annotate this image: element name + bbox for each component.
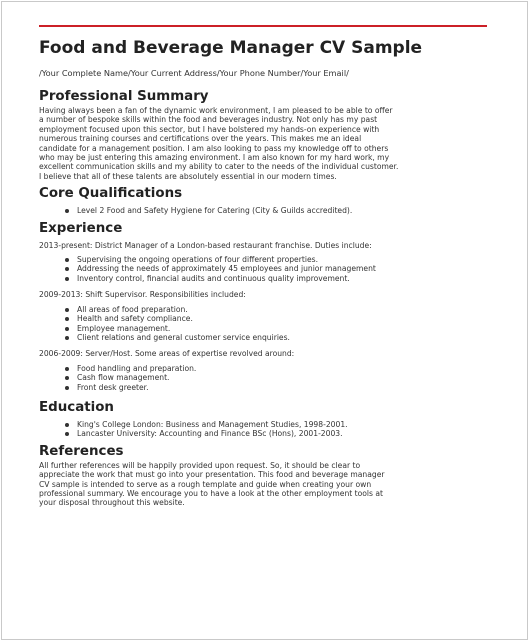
list-item — [39, 274, 507, 283]
summary-heading: Professional Summary — [39, 89, 209, 104]
job-intro: 2006-2009: Server/Host. Some areas of expertise revolved around: — [39, 349, 295, 359]
references-line: CV sample is intended to serve as a rough template and guide when creating your own — [39, 479, 372, 489]
list-item — [39, 314, 507, 323]
bullet-icon — [65, 367, 69, 371]
experience-heading: Experience — [39, 220, 123, 236]
cv-title: Food and Beverage Manager CV Sample — [39, 38, 423, 58]
list-item-text: Client relations and general customer service enquiries. — [77, 332, 290, 342]
list-item — [39, 420, 507, 429]
references-line: professional summary. We encourage you to have a look at the other employment tools at — [39, 488, 384, 498]
summary-section — [39, 88, 507, 181]
list-item-text: Employee management. — [77, 323, 171, 333]
bullet-icon — [65, 386, 69, 390]
header-rule — [39, 25, 487, 27]
list-item-text: Supervising the ongoing operations of four different properties. — [77, 255, 318, 265]
job-block — [39, 349, 507, 392]
cv-content — [39, 88, 507, 512]
bullet-icon — [65, 258, 69, 262]
list-item-text: Front desk greeter. — [77, 382, 149, 392]
bullet-icon — [65, 336, 69, 340]
experience-section — [39, 220, 507, 392]
job-duties-list — [39, 364, 507, 392]
bullet-icon — [65, 308, 69, 312]
list-item — [39, 364, 507, 373]
list-item-text: Inventory control, financial audits and continuous quality improvement. — [77, 273, 350, 283]
list-item-text: Health and safety compliance. — [77, 314, 193, 324]
list-item — [39, 333, 507, 342]
summary-line: a number of bespoke skills within the food and beverages industry. Not only has my past — [39, 115, 378, 125]
cv-page — [1, 1, 528, 640]
job-block — [39, 241, 507, 284]
summary-line: employment focused upon this sector, but I have bolstered my hands-on experience with — [39, 124, 380, 134]
list-item — [39, 383, 507, 392]
list-item — [39, 305, 507, 314]
references-section — [39, 443, 507, 508]
list-item-text: Level 2 Food and Safety Hygiene for Catering (City & Guilds accredited). — [77, 206, 353, 216]
job-intro: 2013-present: District Manager of a London-based restaurant franchise. Duties include: — [39, 240, 372, 250]
list-item — [39, 324, 507, 333]
education-heading: Education — [39, 399, 114, 415]
summary-text — [39, 106, 507, 181]
bullet-icon — [65, 209, 69, 213]
bullet-icon — [65, 277, 69, 281]
bullet-icon — [65, 317, 69, 321]
qualifications-heading: Core Qualifications — [39, 186, 183, 202]
list-item — [39, 264, 507, 273]
bullet-icon — [65, 327, 69, 331]
education-list — [39, 420, 507, 439]
contact-line: /Your Complete Name/Your Current Address/Your Phone Number/Your Email/ — [39, 68, 349, 78]
summary-line: excellent communication skills and my ability to cater to the needs of the individual customer. — [39, 162, 399, 172]
bullet-icon — [65, 267, 69, 271]
list-item — [39, 373, 507, 382]
references-text — [39, 461, 507, 508]
bullet-icon — [65, 432, 69, 436]
bullet-icon — [65, 376, 69, 380]
list-item-text: King's College London: Business and Management Studies, 1998-2001. — [77, 419, 348, 429]
job-block — [39, 290, 507, 342]
experience-jobs — [39, 241, 507, 392]
summary-line: Having always been a fan of the dynamic work environment, I am pleased to be able to offer — [39, 106, 393, 115]
list-item-text: Addressing the needs of approximately 45 employees and junior management — [77, 264, 376, 274]
education-section — [39, 399, 507, 439]
bullet-icon — [65, 423, 69, 427]
summary-line: numerous training courses and certifications over the years. This makes me an ideal — [39, 134, 362, 144]
job-duties-list — [39, 255, 507, 283]
summary-line: candidate for a management position. I am also looking to pass my knowledge off to others — [39, 143, 389, 153]
list-item-text: All areas of food preparation. — [77, 304, 188, 314]
qualifications-list — [39, 206, 507, 215]
references-line: your disposal throughout this website. — [39, 498, 185, 508]
job-duties-list — [39, 305, 507, 343]
list-item-text: Food handling and preparation. — [77, 363, 197, 373]
references-line: All further references will be happily provided upon request. So, it should be clear to — [39, 460, 361, 470]
references-line: appreciate the work that must go into your presentation. This food and beverage manager — [39, 470, 385, 480]
list-item-text: Cash flow management. — [77, 373, 170, 383]
job-intro: 2009-2013: Shift Supervisor. Responsibilities included: — [39, 290, 246, 300]
summary-line: who may be just entering this amazing environment. I am also known for my hard work, my — [39, 153, 390, 163]
list-item-text: Lancaster University: Accounting and Finance BSc (Hons), 2001-2003. — [77, 429, 343, 439]
summary-line: I believe that all of these talents are absolutely essential in our modern times. — [39, 171, 337, 181]
references-heading: References — [39, 443, 124, 459]
list-item — [39, 206, 507, 215]
list-item — [39, 429, 507, 438]
qualifications-section — [39, 185, 507, 215]
list-item — [39, 255, 507, 264]
